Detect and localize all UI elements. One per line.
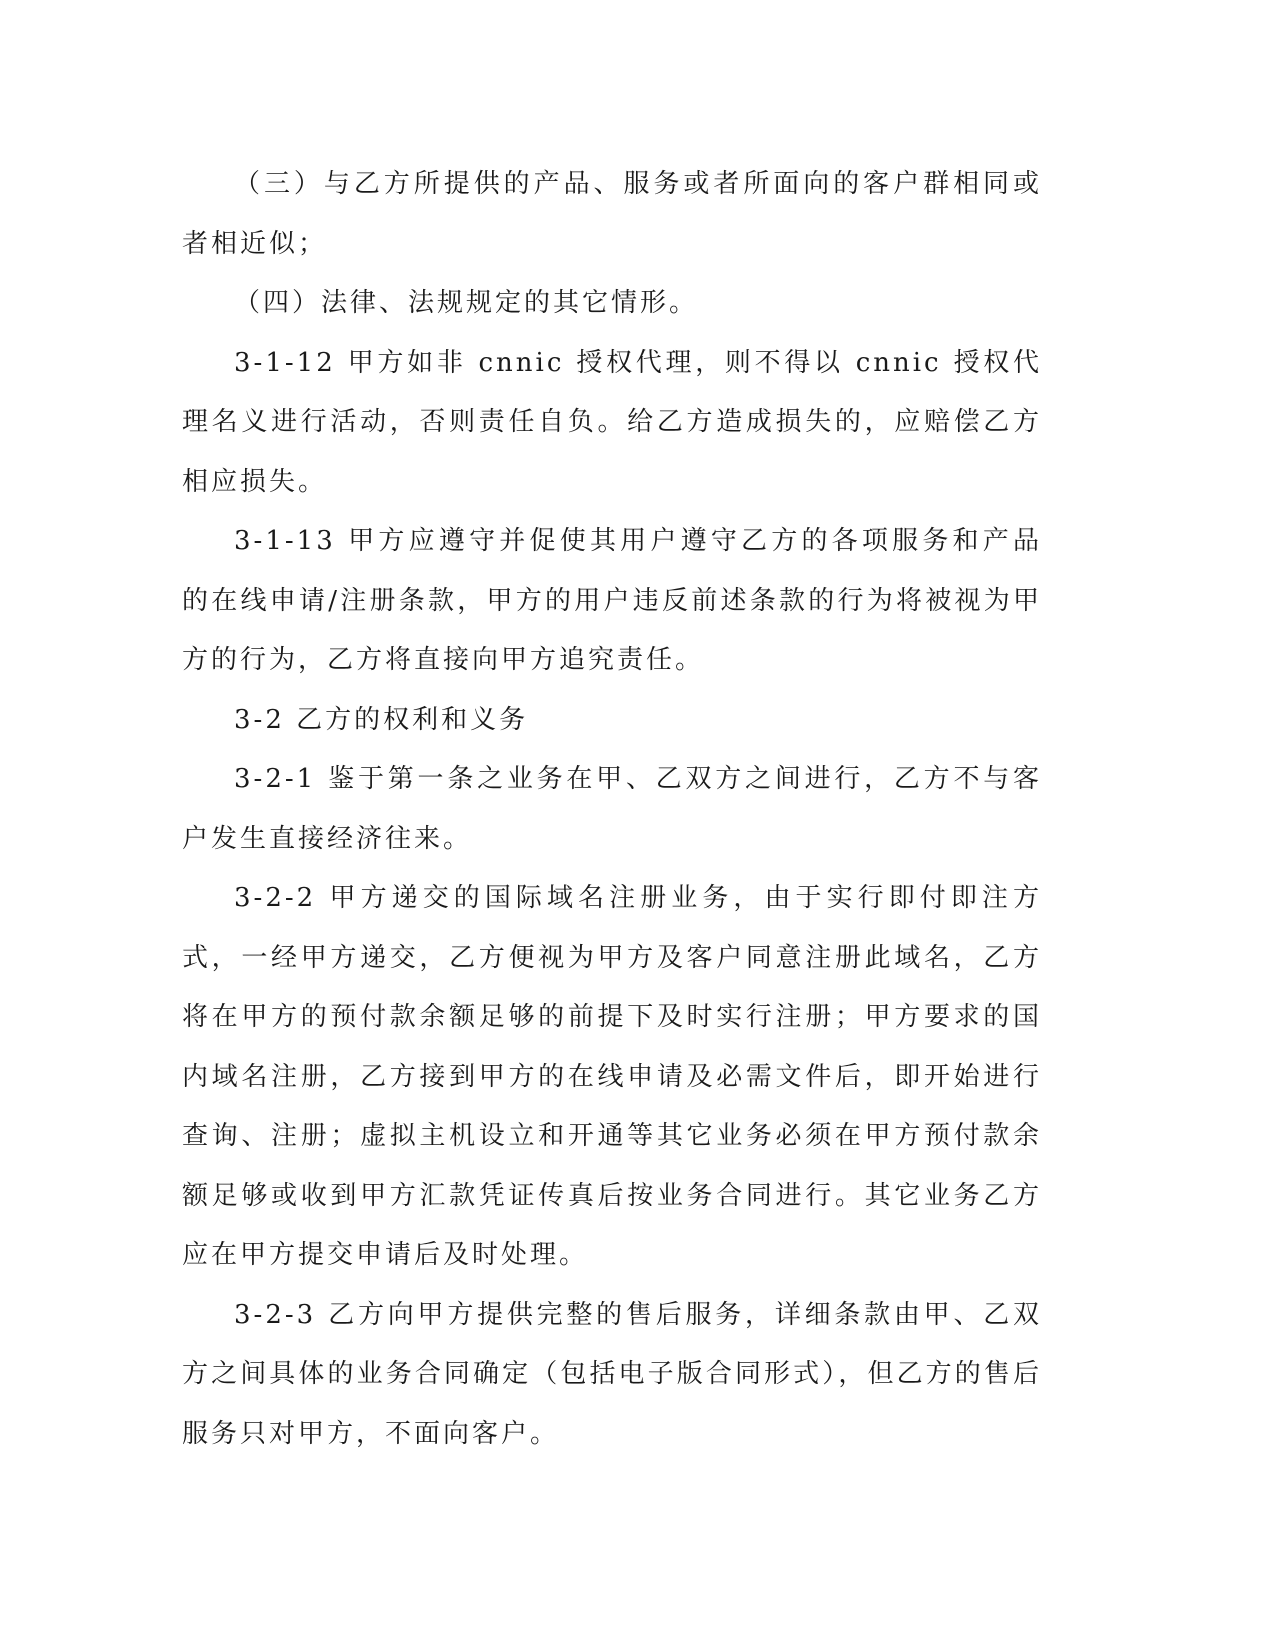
paragraph-3-2-1: 3-2-1 鉴于第一条之业务在甲、乙双方之间进行，乙方不与客户发生直接经济往来。 bbox=[182, 764, 1042, 854]
document-body bbox=[182, 155, 1042, 1464]
paragraph-3-2-3: 3-2-3 乙方向甲方提供完整的售后服务，详细条款由甲、乙双方之间具体的业务合同确定（包括电子版合同形式），但乙方的售后服务只对甲方，不面向客户。 bbox=[182, 1299, 1042, 1449]
paragraph-clause-4: （四）法律、法规规定的其它情形。 bbox=[234, 288, 699, 318]
paragraph-3-2-2: 3-2-2 甲方递交的国际域名注册业务，由于实行即付即注方式，一经甲方递交，乙方便视为甲方及客户同意注册此域名，乙方将在甲方的预付款余额足够的前提下及时实行注册；甲方要求的国内域名注册，乙方接到甲方的在线申请及必需文件后，即开始进行查询、注册；虚拟主机设立和开通等其它业务必须在甲方预付款余额足够或收到甲方汇款凭证传真后按业务合同进行。其它业务乙方应在甲方提交申请后及时处理。 bbox=[182, 883, 1042, 1270]
section-heading-3-2: 3-2 乙方的权利和义务 bbox=[234, 704, 529, 735]
paragraph-clause-3: （三）与乙方所提供的产品、服务或者所面向的客户群相同或者相近似； bbox=[182, 169, 1042, 259]
paragraph-3-1-12: 3-1-12 甲方如非 cnnic 授权代理，则不得以 cnnic 授权代理名义进行活动，否则责任自负。给乙方造成损失的，应赔偿乙方相应损失。 bbox=[182, 347, 1042, 497]
paragraph-3-1-13: 3-1-13 甲方应遵守并促使其用户遵守乙方的各项服务和产品的在线申请/注册条款，甲方的用户违反前述条款的行为将被视为甲方的行为，乙方将直接向甲方追究责任。 bbox=[182, 526, 1042, 675]
